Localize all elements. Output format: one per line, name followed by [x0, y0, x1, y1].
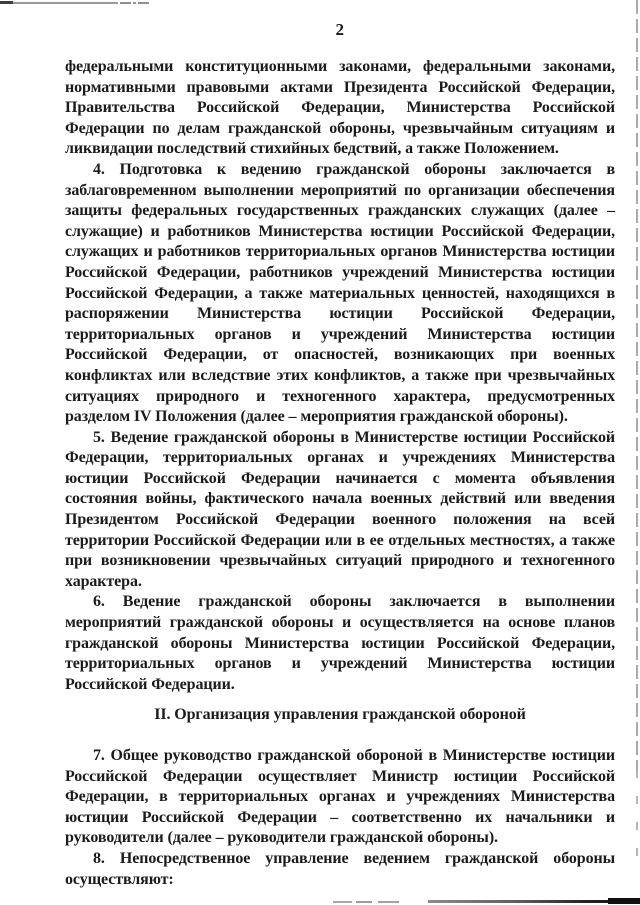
scan-artifact-top-edge-dot	[133, 2, 136, 4]
paragraph-continuation: федеральными конституционными законами, федеральными законами, нормативными правовыми актами Президента Российской Федерации, Правительства Российской Федерации, Министерства Российской Федерации по делам гражданской обороны, чрезвычайным ситуациям и ликвидации последствий стихийных бедствий, а также Положением.	[65, 58, 615, 158]
scan-artifact-right-edge-dashed-line	[636, 0, 638, 770]
scan-artifact-top-edge-dark	[0, 1, 13, 4]
paragraph-5: 5. Ведение гражданской обороны в Министерстве юстиции Российской Федерации, территориальных органах и учреждениях Министерства юстиции Российской Федерации начинается с момента объявления состояния войны, фактического начала военных действий или введения Президентом Российской Федерации военного положения на всей территории Российской Федерации или в ее отдельных местностях, а также при возникновении чрезвычайных ситуаций природного и техногенного характера.	[65, 428, 615, 590]
document-body	[65, 57, 615, 890]
scan-artifact-bottom-edge-dash	[356, 901, 372, 903]
paragraph-7: 7. Общее руководство гражданской обороной в Министерстве юстиции Российской Федерации осуществляет Министр юстиции Российской Федерации, в территориальных органах и учреждениях Министерства юстиции Российской Федерации – соответственно их начальники и руководители (далее – руководители гражданской обороны).	[65, 747, 615, 847]
scan-artifact-bottom-edge-dash	[333, 901, 352, 903]
paragraph-4: 4. Подготовка к ведению гражданской обороны заключается в заблаговременном выполнении мероприятий по организации обеспечения защиты федеральных государственных гражданских служащих (далее – служащие) и работников Министерства юстиции Российской Федерации, служащих и работников территориальных органов Министерства юстиции Российской Федерации, работников учреждений Министерства юстиции Российской Федерации, а также материальных ценностей, находящихся в распоряжении Министерства юстиции Российской Федерации, территориальных органов и учреждений Министерства юстиции Российской Федерации, от опасностей, возникающих при военных конфликтах или вследствие этих конфликтов, а также при чрезвычайных ситуациях природного и техногенного характера, предусмотренных разделом IV Положения (далее – мероприятия гражданской обороны).	[65, 160, 615, 426]
scan-artifact-bottom-edge-dash	[378, 901, 399, 903]
section-heading-ii: II. Организация управления гражданской обороной	[154, 706, 526, 724]
paragraph-6: 6. Ведение гражданской обороны заключается в выполнении мероприятий гражданской обороны и осуществляется на основе планов гражданской обороны Министерства юстиции Российской Федерации, территориальных органов и учреждений Министерства юстиции Российской Федерации.	[65, 593, 615, 693]
scan-artifact-bottom-right-corner	[608, 898, 640, 904]
scan-artifact-right-edge-dashed-line	[636, 770, 638, 870]
scan-artifact-top-edge-segment	[120, 2, 131, 4]
scan-artifact-top-edge-segment	[138, 2, 149, 4]
paragraph-8: 8. Непосредственное управление ведением гражданской обороны осуществляют:	[65, 849, 615, 888]
scan-artifact-top-edge-line	[13, 2, 118, 4]
scan-artifact-bottom-edge-line	[428, 900, 640, 903]
page-number: 2	[335, 20, 345, 39]
